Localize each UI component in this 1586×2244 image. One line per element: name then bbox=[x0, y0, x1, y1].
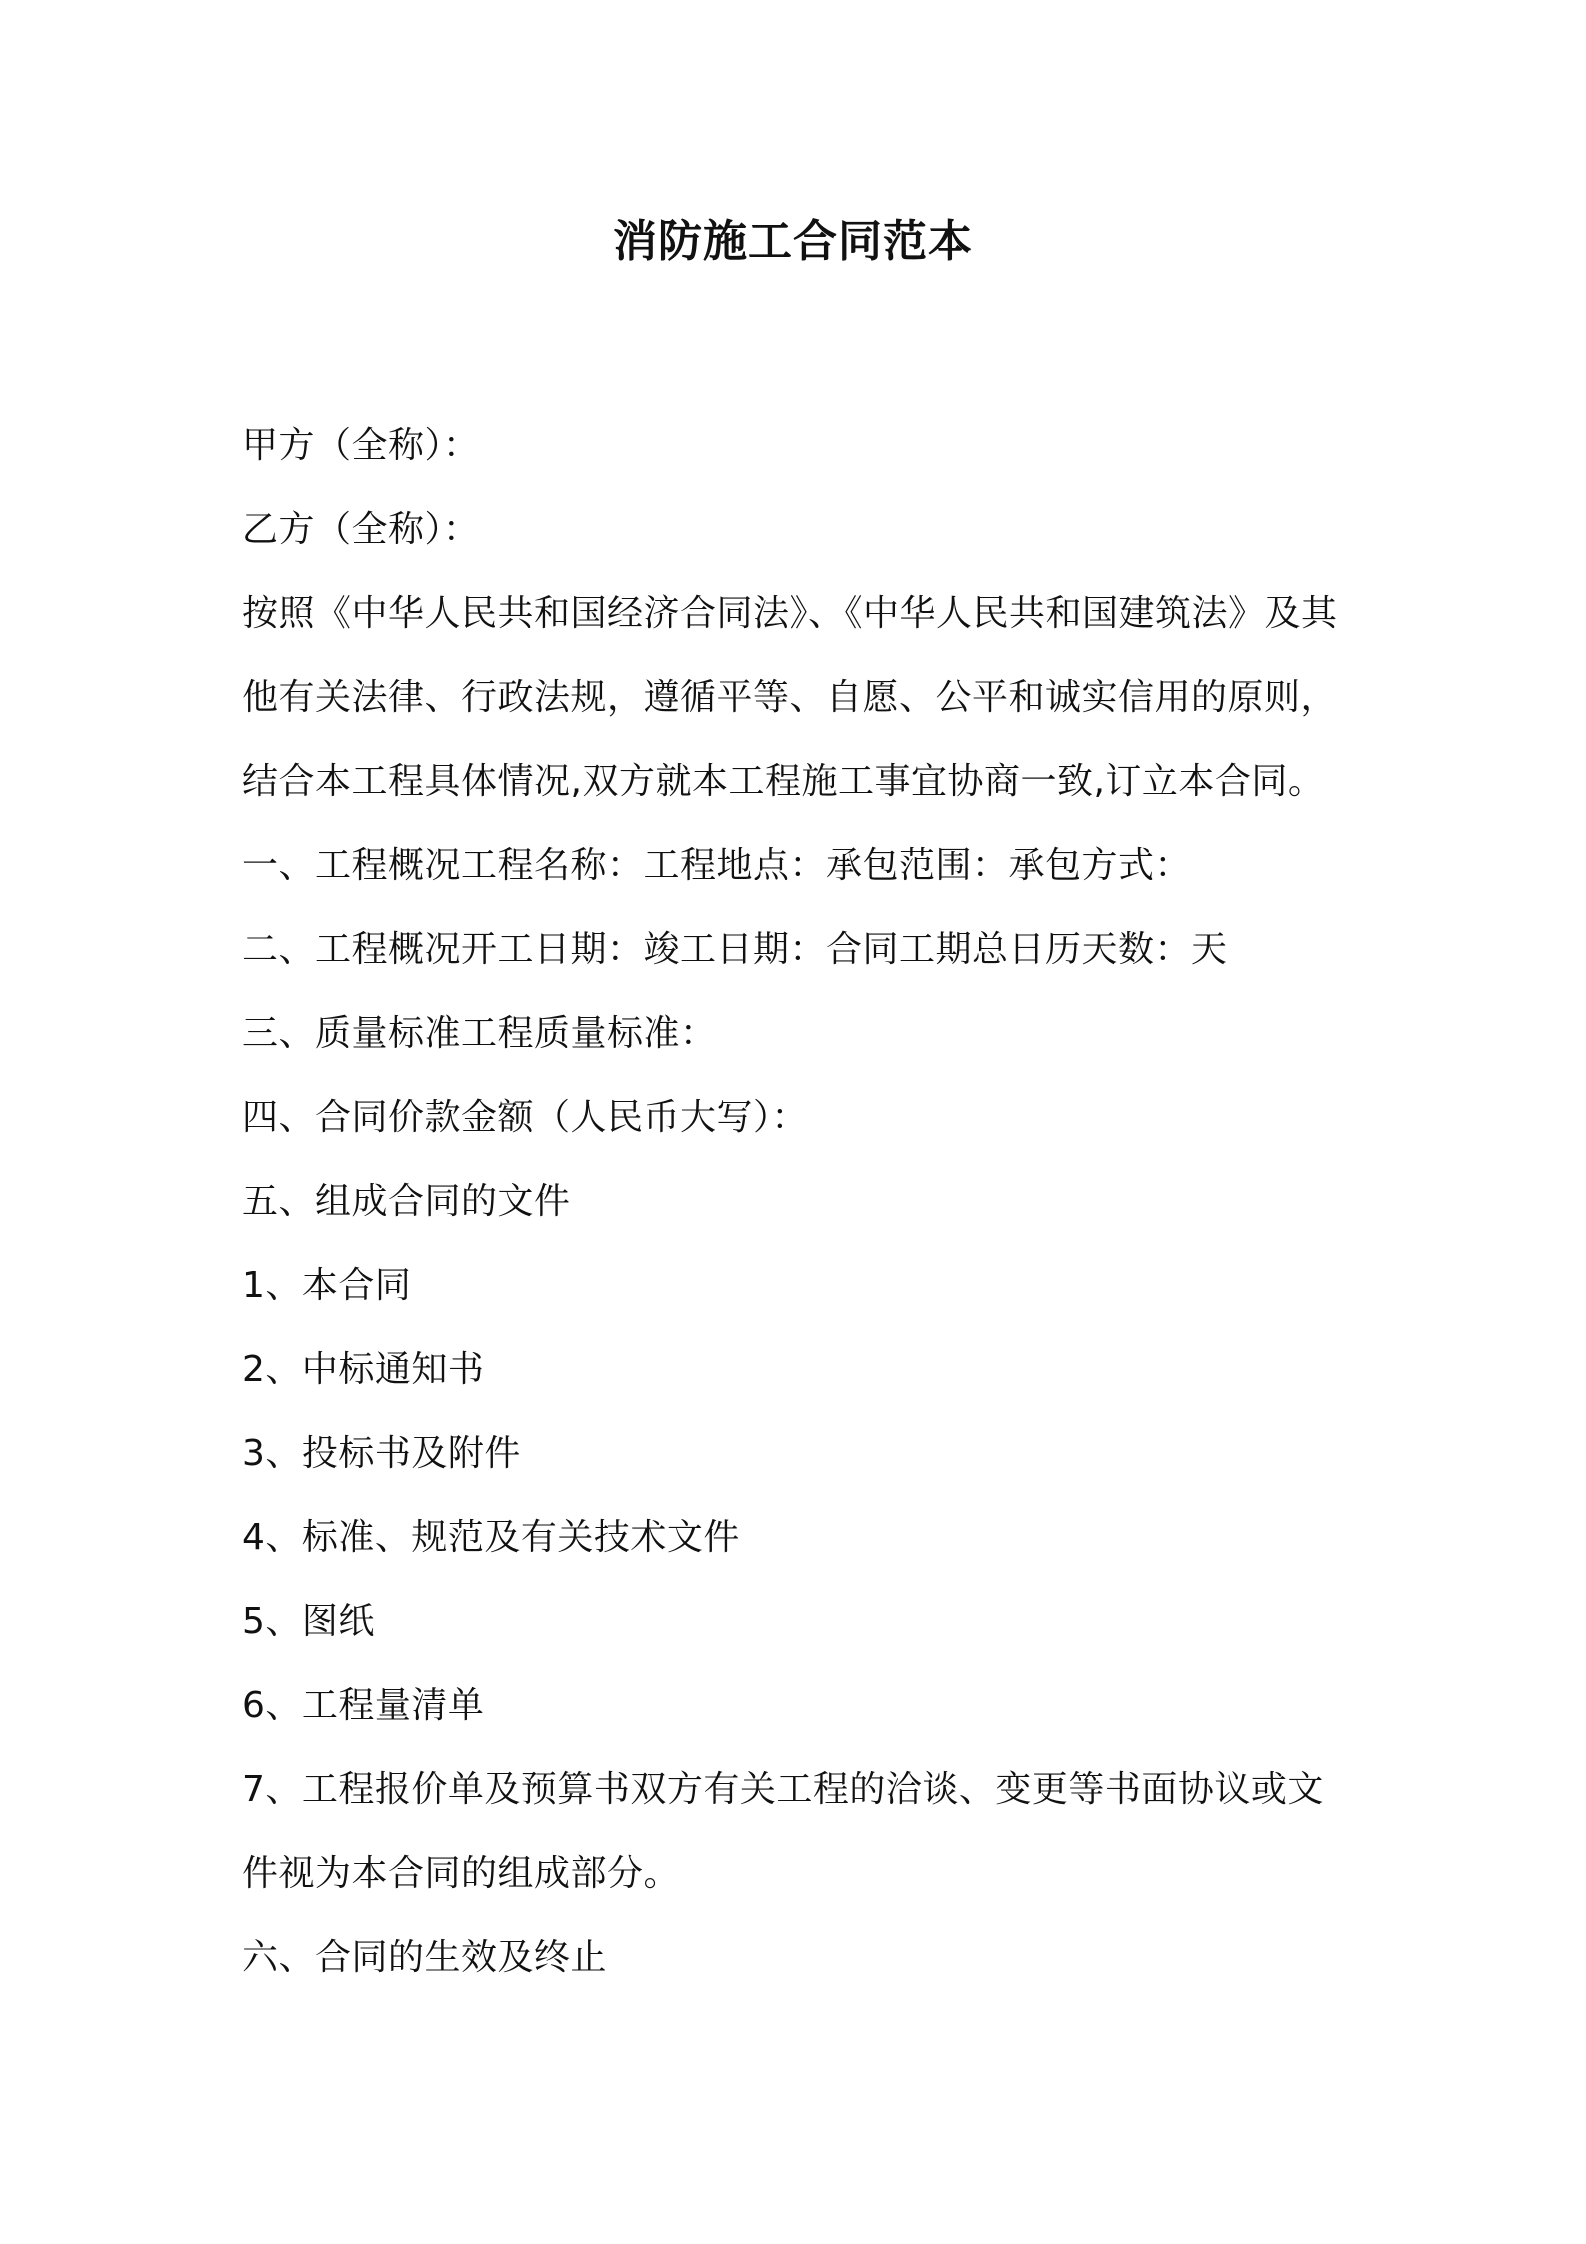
document-body bbox=[242, 404, 1362, 2000]
section-1-project-overview: 一、工程概况工程名称：工程地点：承包范围：承包方式： bbox=[242, 845, 1192, 886]
document-item-4: 4、标准、规范及有关技术文件 bbox=[242, 1517, 740, 1558]
preamble-line-3: 结合本工程具体情况,双方就本工程施工事宜协商一致,订立本合同。 bbox=[242, 761, 1325, 802]
document-item-7-line-1: 7、工程报价单及预算书双方有关工程的洽谈、变更等书面协议或文 bbox=[242, 1769, 1324, 1810]
document-item-1: 1、本合同 bbox=[242, 1265, 412, 1306]
party-a-line: 甲方（全称）： bbox=[242, 425, 480, 466]
document-item-3: 3、投标书及附件 bbox=[242, 1433, 521, 1474]
document-item-6: 6、工程量清单 bbox=[242, 1685, 485, 1726]
section-2-project-dates: 二、工程概况开工日期：竣工日期：合同工期总日历天数：天 bbox=[242, 929, 1228, 970]
document-item-5: 5、图纸 bbox=[242, 1601, 375, 1642]
preamble-line-2: 他有关法律、行政法规，遵循平等、自愿、公平和诚实信用的原则， bbox=[242, 677, 1338, 718]
preamble-line-1: 按照《中华人民共和国经济合同法》、《中华人民共和国建筑法》及其 bbox=[242, 593, 1338, 634]
section-6-validity-termination: 六、合同的生效及终止 bbox=[242, 1937, 608, 1978]
document-title: 消防施工合同范本 bbox=[613, 216, 973, 267]
section-5-contract-documents: 五、组成合同的文件 bbox=[242, 1181, 571, 1222]
section-3-quality-standard: 三、质量标准工程质量标准： bbox=[242, 1013, 717, 1054]
section-4-contract-price: 四、合同价款金额（人民币大写）： bbox=[242, 1097, 809, 1138]
document-item-7-line-2: 件视为本合同的组成部分。 bbox=[242, 1853, 681, 1894]
document-item-2: 2、中标通知书 bbox=[242, 1349, 485, 1390]
party-b-line: 乙方（全称）： bbox=[242, 509, 480, 550]
